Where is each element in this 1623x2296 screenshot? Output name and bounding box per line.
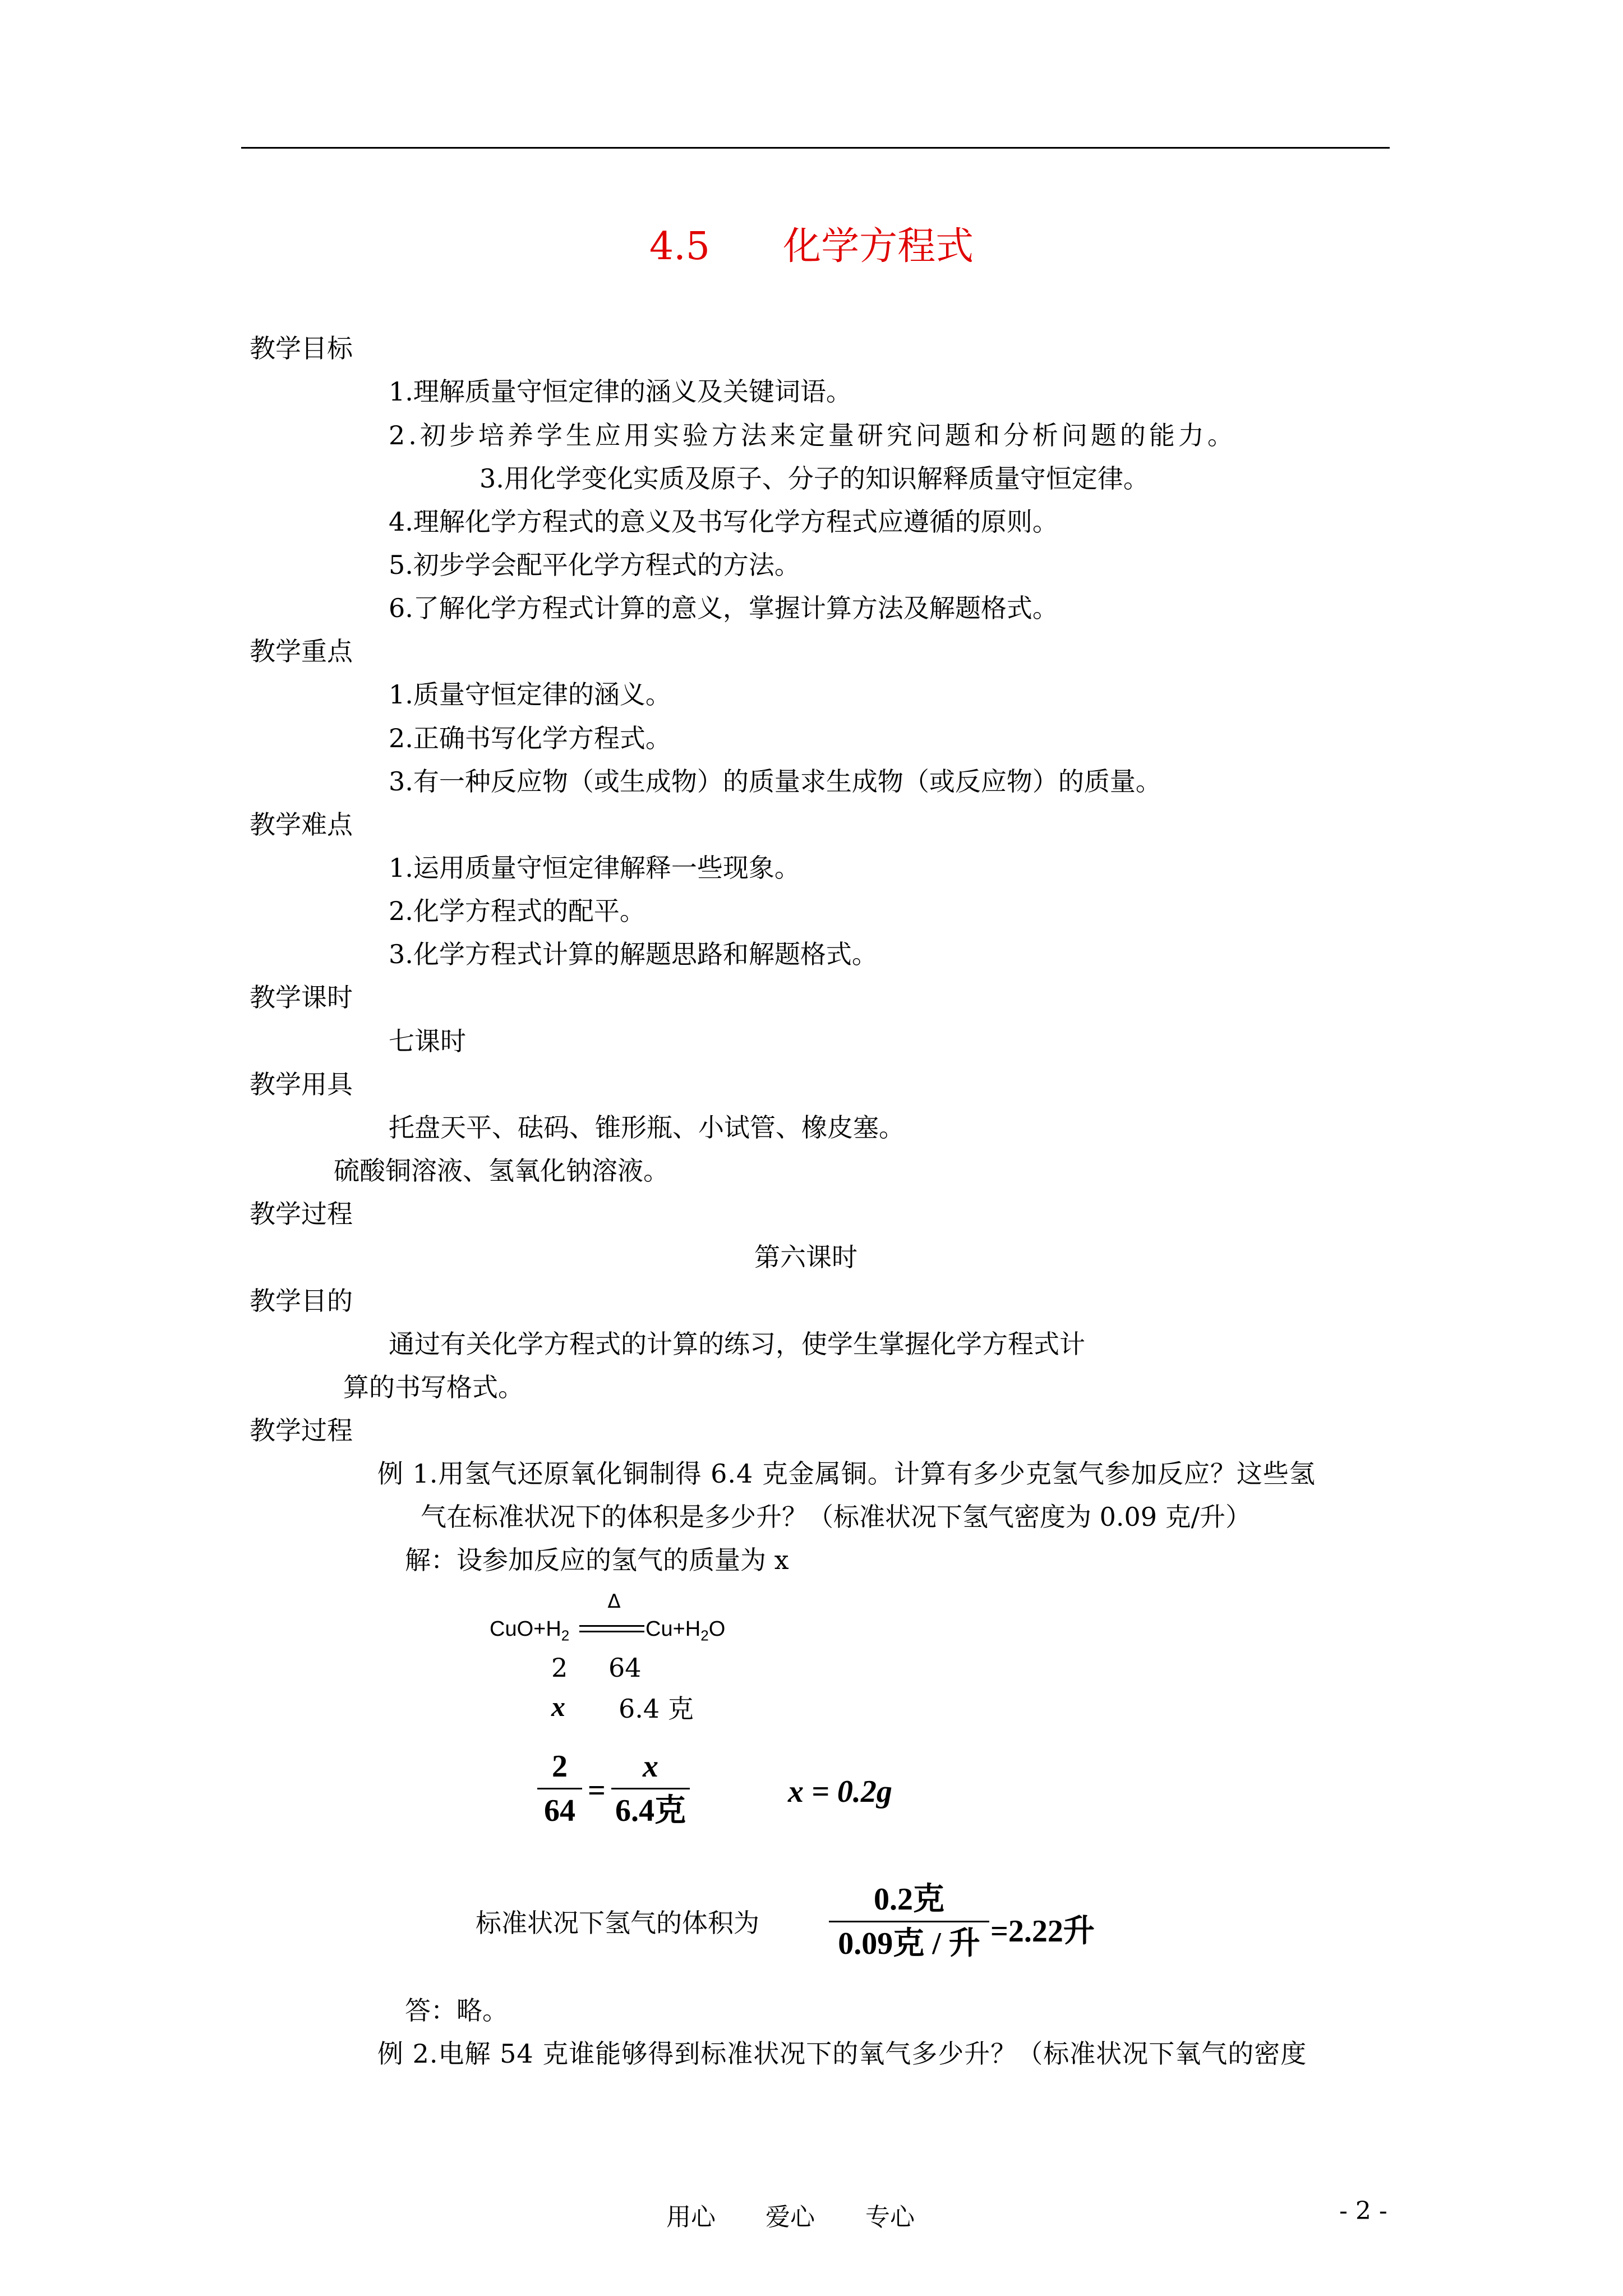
difficulties-heading: 教学难点 <box>250 809 353 840</box>
example1-solution: 解：设参加反应的氢气的质量为 x <box>405 1545 789 1575</box>
key-point-item: 3.有一种反应物（或生成物）的质量求生成物（或反应物）的质量。 <box>389 766 1161 797</box>
tools-line: 硫酸铜溶液、氢氧化钠溶液。 <box>334 1156 669 1186</box>
key-point-item: 2.正确书写化学方程式。 <box>389 723 671 753</box>
fraction-numerator: 0.2克 <box>874 1882 944 1917</box>
process-heading-2: 教学过程 <box>250 1415 353 1446</box>
footer-word: 专心 <box>865 2203 915 2231</box>
fraction-numerator: x <box>643 1749 658 1784</box>
difficulty-item: 2.化学方程式的配平。 <box>389 896 645 926</box>
volume-result: =2.22升 <box>990 1914 1095 1949</box>
equals-line <box>579 1625 644 1627</box>
footer-word: 爱心 <box>766 2203 815 2231</box>
equation-right-end: O <box>708 1617 726 1641</box>
ratio-value: 64 <box>608 1653 642 1683</box>
equation-left: CuO+H <box>490 1617 561 1641</box>
difficulty-item: 3.化学方程式计算的解题思路和解题格式。 <box>389 939 878 969</box>
page-title <box>0 216 1623 270</box>
equation-right: Cu+H <box>645 1617 701 1641</box>
purpose-line: 通过有关化学方程式的计算的练习，使学生掌握化学方程式计 <box>389 1329 1085 1359</box>
process-heading: 教学过程 <box>250 1199 353 1229</box>
objective-item: 2.初步培养学生应用实验方法来定量研究问题和分析问题的能力。 <box>389 420 1237 450</box>
objective-item: 1.理解质量守恒定律的涵义及关键词语。 <box>389 376 852 407</box>
equation-left-sub: 2 <box>561 1627 570 1644</box>
objective-item: 5.初步学会配平化学方程式的方法。 <box>389 550 800 580</box>
fraction-numerator: 2 <box>552 1749 568 1784</box>
chemical-equation <box>490 1590 731 1652</box>
ratio-variable: x <box>551 1691 565 1722</box>
key-point-item: 1.质量守恒定律的涵义。 <box>389 679 671 710</box>
result-x: x = 0.2g <box>788 1774 892 1809</box>
fraction-denominator: 64 <box>544 1793 575 1828</box>
header-rule <box>241 147 1390 149</box>
objectives-heading: 教学目标 <box>250 333 353 364</box>
example1-answer: 答：略。 <box>405 1995 508 2026</box>
volume-label: 标准状况下氢气的体积为 <box>476 1908 759 1938</box>
example1-line1: 例 1.用氢气还原氧化铜制得 6.4 克金属铜。计算有多少克氢气参加反应？这些氢 <box>377 1458 1316 1489</box>
example2-line1: 例 2.电解 54 克谁能够得到标准状况下的氧气多少升？（标准状况下氧气的密度 <box>377 2039 1307 2069</box>
page-number: - 2 - <box>1339 2197 1387 2225</box>
objective-item: 4.理解化学方程式的意义及书写化学方程式应遵循的原则。 <box>389 507 1058 537</box>
key-points-heading: 教学重点 <box>250 636 353 666</box>
fraction-denominator: 6.4克 <box>615 1793 686 1828</box>
ratio-value: 2 <box>551 1653 568 1683</box>
fraction-left <box>537 1747 582 1830</box>
ratio-value: 6.4 克 <box>619 1694 694 1724</box>
difficulty-item: 1.运用质量守恒定律解释一些现象。 <box>389 853 800 883</box>
equals-line <box>579 1631 644 1632</box>
title-text: 化学方程式 <box>783 224 974 269</box>
hours-heading: 教学课时 <box>250 982 353 1013</box>
equals-sign: = <box>588 1773 606 1808</box>
hours-value: 七课时 <box>389 1026 466 1056</box>
footer-word: 用心 <box>666 2203 716 2231</box>
equation-right-sub: 2 <box>700 1627 709 1644</box>
fraction-denominator: 0.09克 / 升 <box>838 1926 980 1961</box>
title-number: 4.5 <box>649 224 711 269</box>
fraction-right <box>611 1747 690 1830</box>
volume-fraction <box>829 1880 989 1963</box>
tools-line: 托盘天平、砝码、锥形瓶、小试管、橡皮塞。 <box>389 1112 905 1143</box>
objective-item: 6.了解化学方程式计算的意义，掌握计算方法及解题格式。 <box>389 593 1058 623</box>
delta-condition: Δ <box>607 1590 621 1613</box>
purpose-line: 算的书写格式。 <box>343 1372 524 1402</box>
example1-line2: 气在标准状况下的体积是多少升？（标准状况下氢气密度为 0.09 克/升） <box>421 1502 1252 1532</box>
tools-heading: 教学用具 <box>250 1069 353 1099</box>
lesson-title: 第六课时 <box>754 1242 857 1272</box>
objective-item: 3.用化学变化实质及原子、分子的知识解释质量守恒定律。 <box>479 463 1149 494</box>
purpose-heading: 教学目的 <box>250 1286 353 1316</box>
